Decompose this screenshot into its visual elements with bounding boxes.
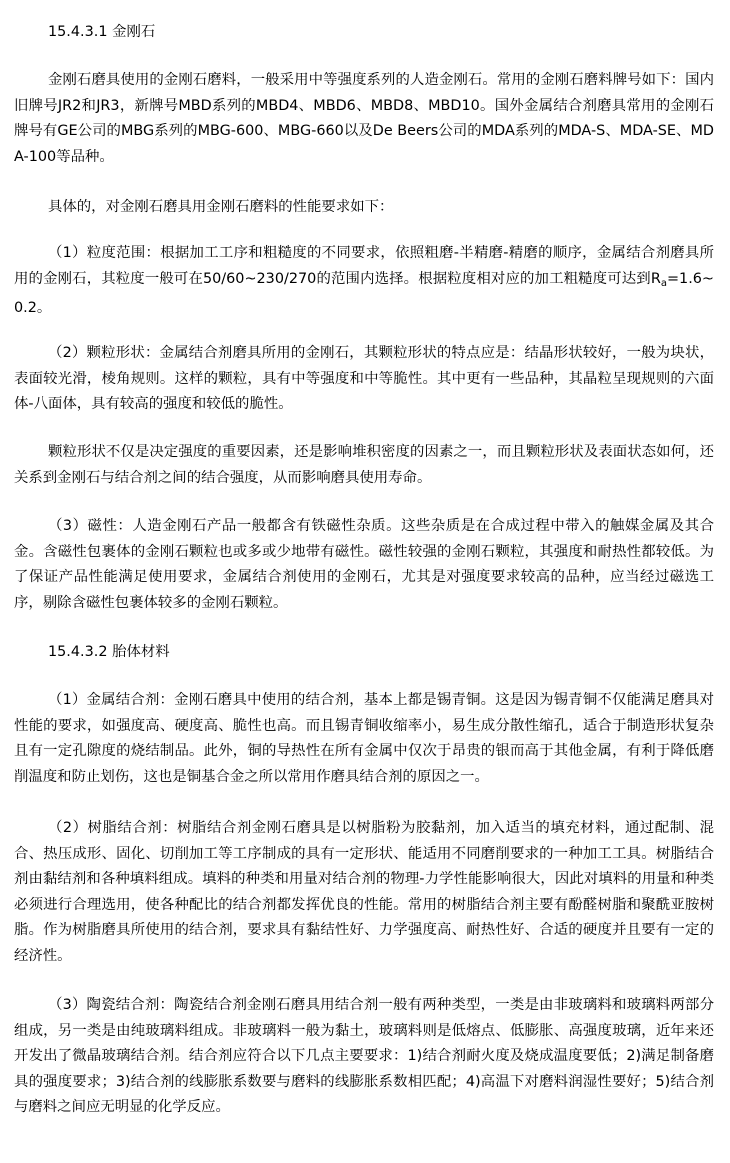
section-heading-diamond: 15.4.3.1 金刚石 <box>48 24 156 40</box>
paragraph-vitrified-bond: （3）陶瓷结合剂：陶瓷结合剂金刚石磨具用结合剂一般有两种类型，一类是由非玻璃料和玻璃料两部分组成，另一类是由纯玻璃料组成。非玻璃料一般为黏土，玻璃料则是低熔点、低膨胀、高强度玻璃，近年来还开发出了微晶玻璃结合剂。结合剂应符合以下几点主要要求：1)结合剂耐火度及烧成温度要低；2)满足制备磨具的强度要求；3)结合剂的线膨胀系数要与磨料的线膨胀系数相匹配；4)高温下对磨料润湿性要好；5)结合剂与磨料之间应无明显的化学反应。 <box>14 997 714 1115</box>
paragraph-shape-note: 颗粒形状不仅是决定强度的重要因素，还是影响堆积密度的因素之一，而且颗粒形状及表面状态如何，还关系到金刚石与结合剂之间的结合强度，从而影响磨具使用寿命。 <box>14 444 714 486</box>
roughness-subscript: a <box>660 277 667 289</box>
paragraph-grain-size <box>14 241 714 322</box>
paragraph-magnetism: （3）磁性：人造金刚石产品一般都含有铁磁性杂质。这些杂质是在合成过程中带入的触媒金属及其合金。含磁性包裹体的金刚石颗粒也或多或少地带有磁性。磁性较强的金刚石颗粒，其强度和耐热性都较低。为了保证产品性能满足使用要求，金属结合剂使用的金刚石，尤其是对强度要求较高的品种，应当经过磁选工序，剔除含磁性包裹体较多的金刚石颗粒。 <box>14 518 714 611</box>
grain-size-tail: =1.6~0.2。 <box>14 270 714 316</box>
paragraph-metal-bond: （1）金属结合剂：金刚石磨具中使用的结合剂，基本上都是锡青铜。这是因为锡青铜不仅能满足磨具对性能的要求，如强度高、硬度高、脆性也高。而且锡青铜收缩率小，易生成分散性缩孔，适合于制造形状复杂且有一定孔隙度的烧结制品。此外，铜的导热性在所有金属中仅次于昂贵的银而高于其他金属，有利于降低磨削温度和防止划伤，这也是铜基合金之所以常用作磨具结合剂的原因之一。 <box>14 692 714 785</box>
paragraph-requirements-lead: 具体的，对金刚石磨具用金刚石磨料的性能要求如下： <box>48 199 394 215</box>
paragraph-diamond-grades: 金刚石磨具使用的金刚石磨料，一般采用中等强度系列的人造金刚石。常用的金刚石磨料牌号如下：国内旧牌号JR2和JR3，新牌号MBD系列的MBD4、MBD6、MBD8、MBD10。国外金属结合剂磨具常用的金刚石牌号有GE公司的MBG系列的MBG-600、MBG-660以及De Beers公司的MDA系列的MDA-S、MDA-SE、MDA-100等品种。 <box>14 72 714 165</box>
paragraph-resin-bond: （2）树脂结合剂：树脂结合剂金刚石磨具是以树脂粉为胶黏剂，加入适当的填充材料，通过配制、混合、热压成形、固化、切削加工等工序制成的具有一定形状、能适用不同磨削要求的一种加工工具。树脂结合剂由黏结剂和各种填料组成。填料的种类和用量对结合剂的物理-力学性能影响很大，因此对填料的用量和种类必须进行合理选用，使各种配比的结合剂都发挥优良的性能。常用的树脂结合剂主要有酚醛树脂和聚酰亚胺树脂。作为树脂磨具所使用的结合剂，要求具有黏结性好、力学强度高、耐热性好、合适的硬度并且要有一定的经济性。 <box>14 820 714 964</box>
section-heading-matrix: 15.4.3.2 胎体材料 <box>48 644 170 660</box>
paragraph-particle-shape: （2）颗粒形状：金属结合剂磨具所用的金刚石，其颗粒形状的特点应是：结晶形状较好，一般为块状，表面较光滑，棱角规则。这样的颗粒，具有中等强度和中等脆性。其中更有一些品种，其晶粒呈现规则的六面体-八面体，具有较高的强度和较低的脆性。 <box>14 345 714 412</box>
grain-size-text: （1）粒度范围：根据加工工序和粗糙度的不同要求，依照粗磨-半精磨-精磨的顺序，金属结合剂磨具所用的金刚石，其粒度一般可在50/60~230/270的范围内选择。根据粒度相对应的加工粗糙度可达到R <box>14 245 714 287</box>
